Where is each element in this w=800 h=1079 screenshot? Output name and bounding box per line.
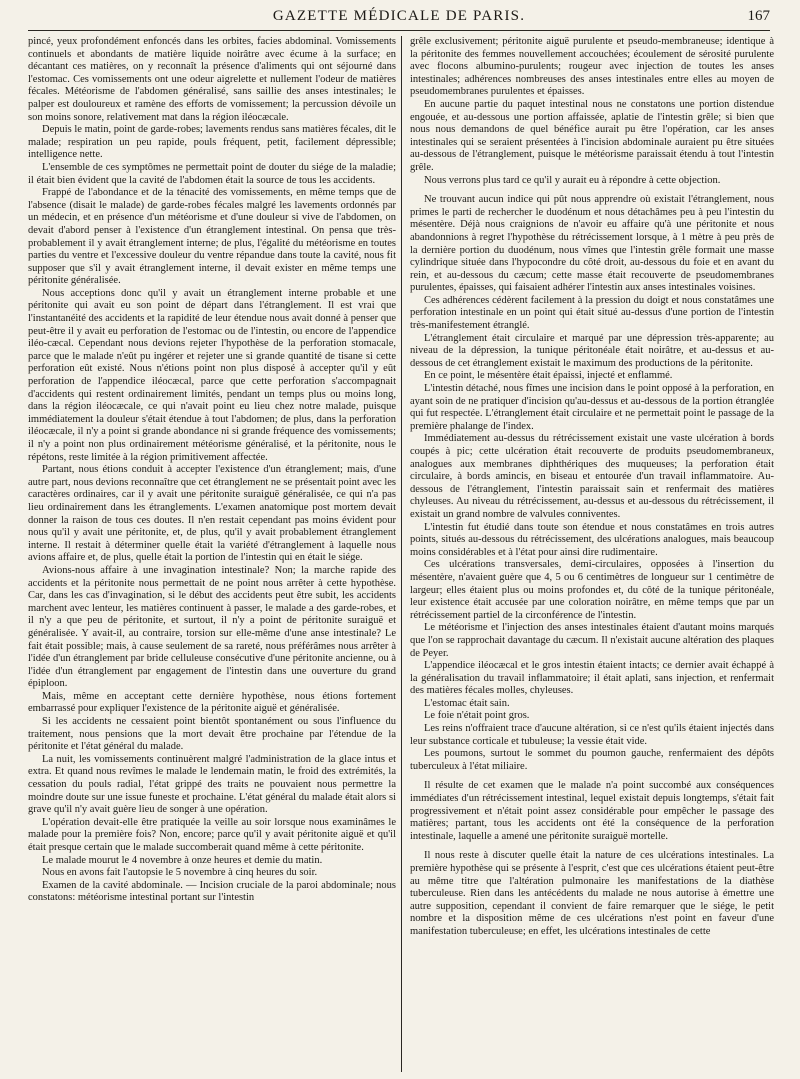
paragraph: L'appendice iléocæcal et le gros intestin étaient intacts; ce dernier avait échappé à la généralisation du travail inflammatoire; il était aplati, sans injection, et renfermait des matières fécales molles, chyleuses. (410, 660, 774, 697)
paragraph: L'opération devait-elle être pratiquée la veille au soir lorsque nous examinâmes le malade pour la première fois? Non, encore; parce qu'il y avait péritonite aiguë et qu'il était presque certain que le malade succomberait quand même à cette péritonite. (28, 816, 396, 853)
paragraph: pincé, yeux profondément enfoncés dans les orbites, facies abdominal. Vomissements continuels et abondants de matière liquide noirâtre avec écume à la surface; en décantant ces matières, on y reconnaît la présence d'aliments qui ont séjourné dans l'estomac. Ces vomissements ont une odeur aigrelette et nullement l'odeur de matières fécales. Météorisme de l'abdomen généralisé, sans saillie des anses intestinales; le palper est douloureux et ramène des efforts de vomissement; la percussion dévoile un son moins sonore, relativement mat dans la région iléocæcale. (28, 36, 396, 123)
paragraph: Les poumons, surtout le sommet du poumon gauche, renfermaient des dépôts tuberculeux à l'état miliaire. (410, 748, 774, 772)
paragraph: Il nous reste à discuter quelle était la nature de ces ulcérations intestinales. La première hypothèse qui se présente à l'esprit, c'est que ces ulcérations étaient peut-être au même titre que l'altération pulmonaire les manifestations de la diathèse tuberculeuse. Rien dans les antécédents du malade ne nous autorise à émettre une autre supposition, cependant il convient de faire remarquer que le siége, le petit nombre et la disposition même de ces ulcérations n'est point en faveur d'une manifestation tuberculeuse; en effet, les ulcérations intestinales de cette (410, 850, 774, 937)
paragraph: grêle exclusivement; péritonite aiguë purulente et pseudo-membraneuse; identique à la péritonite des femmes nouvellement accouchées; écoulement de sérosité purulente avec flocons albumino-purulents; rougeur avec injection de toutes les anses intestinales; adhérences nombreuses des anses intestinales entre elles au moyen de pseudomembranes purulentes et épaisses. (410, 36, 774, 98)
paragraph: La nuit, les vomissements continuèrent malgré l'administration de la glace intus et extra. Et quand nous revîmes le malade le lendemain matin, le froid des extrémités, la cessation du pouls radial, l'état grippé des traits ne pouvaient nous permettre la moindre doute sur une issue funeste et prochaine. L'état général du malade était alors si grave qu'il n'y avait guère lieu de songer à une opération. (28, 753, 396, 816)
paragraph: Ces ulcérations transversales, demi-circulaires, opposées à l'insertion du mésentère, n'avaient guère que 4, 5 ou 6 centimètres de longueur sur 1 centimètre de largeur; elles étaient plus ou moins profondes et, du côté de la tunique péritonéale, leur existence était accusée par une coloration noirâtre, en même temps que par un rétrécissement partiel de la circonférence de l'intestin. (410, 559, 774, 621)
paragraph: Les reins n'offraient trace d'aucune altération, si ce n'est qu'ils étaient injectés dans leur substance corticale et tubuleuse; la vessie était vide. (410, 723, 774, 747)
paragraph: Immédiatement au-dessus du rétrécissement existait une vaste ulcération à bords coupés à pic; cette ulcération était recouverte de produits pseudomembraneux, analogues aux membranes diphthériques des muqueuses; la perforation était circulaire, à bords amincis, en biseau et entourée d'un travail inflammatoire. Au-dessous de l'étranglement, l'intestin paraissait sain et renfermait des matières chyleuses. Au niveau du rétrécissement, au-dessus et au-dessous du rétrécissement, il existait un grand nombre de valvules conniventes. (410, 433, 774, 520)
paragraph: Partant, nous étions conduit à accepter l'existence d'un étranglement; mais, d'une autre part, nous devions reconnaître que cet étranglement ne se présentait point avec les caractères ordinaires, car il y avait une péritonite suraiguë généralisée, ce qui n'a pas lieu ordinairement dans les étranglements. L'examen anatomique post mortem devait donner la raison de tous ces doutes. Il n'en restait cependant pas moins évident pour nous qu'il y avait une péritonite, et, de plus, qu'il y avait probablement étranglement interne. Il restait à déterminer quelle était la variété d'étranglement à laquelle nous avions affaire et, de plus, quelle était la portion de l'intestin qui en était le siége. (28, 464, 396, 564)
paragraph: Nous en avons fait l'autopsie le 5 novembre à cinq heures du soir. (42, 867, 318, 879)
paragraph: Examen de la cavité abdominale. — Incision cruciale de la paroi abdominale; nous constatons: météorisme intestinal portant sur l'intestin (28, 879, 396, 904)
journal-title: GAZETTE MÉDICALE DE PARIS. (272, 8, 526, 24)
paragraph: L'estomac était sain. (424, 697, 510, 709)
paragraph: L'ensemble de ces symptômes ne permettait point de douter du siége de la maladie; il était bien évident que la cavité de l'abdomen était la source de tous les accidents. (28, 161, 396, 186)
paragraph: Le météorisme et l'injection des anses intestinales étaient d'autant moins marqués que l'on se rapprochait davantage du cæcum. Il n'existait aucune altération des plaques de Peyer. (410, 622, 774, 659)
paragraph: L'intestin fut étudié dans toute son étendue et nous constatâmes en trois autres points, situés au-dessous du rétrécissement, des ulcérations analogues, mais beaucoup moins considérables et à l'état pour ainsi dire rudimentaire. (410, 521, 774, 558)
paragraph: Mais, même en acceptant cette dernière hypothèse, nous étions fortement embarrassé pour expliquer l'existence de la péritonite aiguë et généralisée. (28, 690, 396, 715)
left-column (28, 36, 396, 1076)
paragraph: Ne trouvant aucun indice qui pût nous apprendre où existait l'étranglement, nous primes le parti de rechercher le duodénum et nous détachâmes peu à peu l'intestin du mésentère. Déjà nous craignions de n'avoir eu affaire qu'à une péritonite et nous abandonnions à regret l'hypothèse du rétrécissement lorsque, à 1 mètre à peu près de la dernière portion du duodénum, nous vîmes que l'intestin grêle formait une masse cylindrique située dans l'hypocondre du côté droit, au-dessous du foie et en avant du rein, et au-dessous du cæcum; cette masse était recouverte de pseudomembranes purulentes, épaisses, qui faisaient adhérer l'intestin aux anses intestinales voisines. (410, 194, 774, 294)
paragraph: L'intestin détaché, nous fîmes une incision dans le point opposé à la perforation, en ayant soin de ne pratiquer d'incision qu'au-dessus et au-dessous de la portion étranglée qui fut respectée. L'étranglement était circulaire et ne permettait point le passage de la première phalange de l'index. (410, 383, 774, 432)
paragraph: En ce point, le mésentère était épaissi, injecté et enflammé. (424, 370, 673, 382)
paragraph: Nous verrons plus tard ce qu'il y aurait eu à répondre à cette objection. (424, 174, 721, 186)
running-header (28, 8, 770, 31)
paragraph: Nous acceptions donc qu'il y avait un étranglement interne probable et une péritonite qui avait eu son point de départ dans l'étranglement. Il est vrai que l'instantanéité des accidents et la rapidité de leur étendue nous avait donné à penser que peut-être il y avait eu perforation de l'estomac ou de l'intestin, ou encore de l'appendice iléo-cæcal. Cependant nous devions rejeter l'hypothèse de la perforation stomacale, parce que le malade n'eût pu ingérer et rejeter une si grande quantité de tisane si cette perforation eût existé. Nous n'étions point non plus disposé à accepter qu'il y eût perforation de l'appendice iléocæcal, parce que cette perforation s'accompagnait d'accidents qui restent ordinairement limités, pendant un temps plus ou moins long, dans la région iléocæcale, ce qui n'avait point eu lieu chez notre malade, puisque immédiatement la douleur s'était étendue à tout l'abdomen; de plus, dans la perforation iléocæcale, il n'y a point si grande abondance ni si grande fréquence des vomissements; il n'y a point non plus ordinairement météorisme généralisé, et la péritonite, nous le répétons, reste limitée à la région primitivement affectée. (28, 287, 396, 463)
column-divider (401, 36, 402, 1072)
paragraph: Frappé de l'abondance et de la ténacité des vomissements, en même temps que de l'absence (disait le malade) de garde-robes fécales malgré les lavements ordonnés par un médecin, et en présence d'un météorisme et d'une douleur si vive de l'abdomen, on devait d'abord penser à l'existence d'un étranglement intestinal. On pensa que très-probablement il y avait étranglement interne; de plus, l'égalité du météorisme en toutes parties du ventre et l'excessive douleur du ventre répandue dans toute la cavité, nous fit supposer que s'il y avait étranglement interne, il devait exister en même temps une péritonite généralisée. (28, 187, 396, 287)
paragraph: Ces adhérences cédèrent facilement à la pression du doigt et nous constatâmes une perforation intestinale en un point qui était situé au-dessus d'une portion de l'intestin très-manifestement étranglé. (410, 294, 774, 332)
paragraph: Le foie n'était point gros. (424, 710, 530, 722)
paragraph: L'étranglement était circulaire et marqué par une dépression très-apparente; au niveau de la dépression, la tunique péritonéale était noirâtre, et au-dessus et au-dessous de cet étranglement existait le maximum des productions de la péritonite. (410, 332, 774, 369)
paragraph: Si les accidents ne cessaient point bientôt spontanément ou sous l'influence du traitement, nous pensions que la mort devait être prochaine par l'étendue de la péritonite et l'état général du malade. (28, 716, 396, 753)
page-number: 167 (747, 8, 770, 24)
paragraph: Il résulte de cet examen que le malade n'a point succombé aux conséquences immédiates d'un rétrécissement intestinal, lequel existait depuis longtemps, s'était fait progressivement et n'était point assez considérable pour empêcher le passage des matières; partant, tous les accidents ont été la conséquence de la perforation intestinale, laquelle a amené une péritonite suraiguë mortelle. (410, 780, 774, 842)
paragraph: En aucune partie du paquet intestinal nous ne constatons une portion distendue engouée, et au-dessous une portion affaissée, aplatie de l'intestin grêle; si bien que nous nous demandons de quel bénéfice aurait pu être l'opération, car les anses intestinales qui se seraient présentées à l'incision abdominale auraient pu être situées au-dessous de l'étranglement, puisque le météorisme paraissait étendu à tout l'intestin grêle. (410, 98, 774, 173)
paragraph: Le malade mourut le 4 novembre à onze heures et demie du matin. (42, 854, 323, 866)
paragraph: Depuis le matin, point de garde-robes; lavements rendus sans matières fécales, dit le malade; respiration un peu rapide, pouls fréquent, petit, facilement dépressible; intelligence nette. (28, 124, 396, 161)
right-column (410, 36, 774, 1076)
paragraph: Avions-nous affaire à une invagination intestinale? Non; la marche rapide des accidents et la péritonite nous permettait de ne point nous arrêter à cette hypothèse. Car, dans les cas d'invagination, si le début des accidents peut être subit, les accidents marchent avec lenteur, les matières continuent à passer, le malade a des garde-robes, et il n'y a que peu de péritonite, et surtout, il n'y a point de péritonite suraiguë et généralisée. Y avait-il, au contraire, torsion sur elle-même d'une anse intestinale? Le fait était possible; mais, à cause seulement de sa rareté, nous préférâmes nous arrêter à l'idée d'un étranglement par bride celluleuse consécutive d'une péritonite ancienne, ou à l'idée d'un étranglement par engagement de l'intestin dans une ouverture du grand épiploon. (28, 564, 396, 690)
